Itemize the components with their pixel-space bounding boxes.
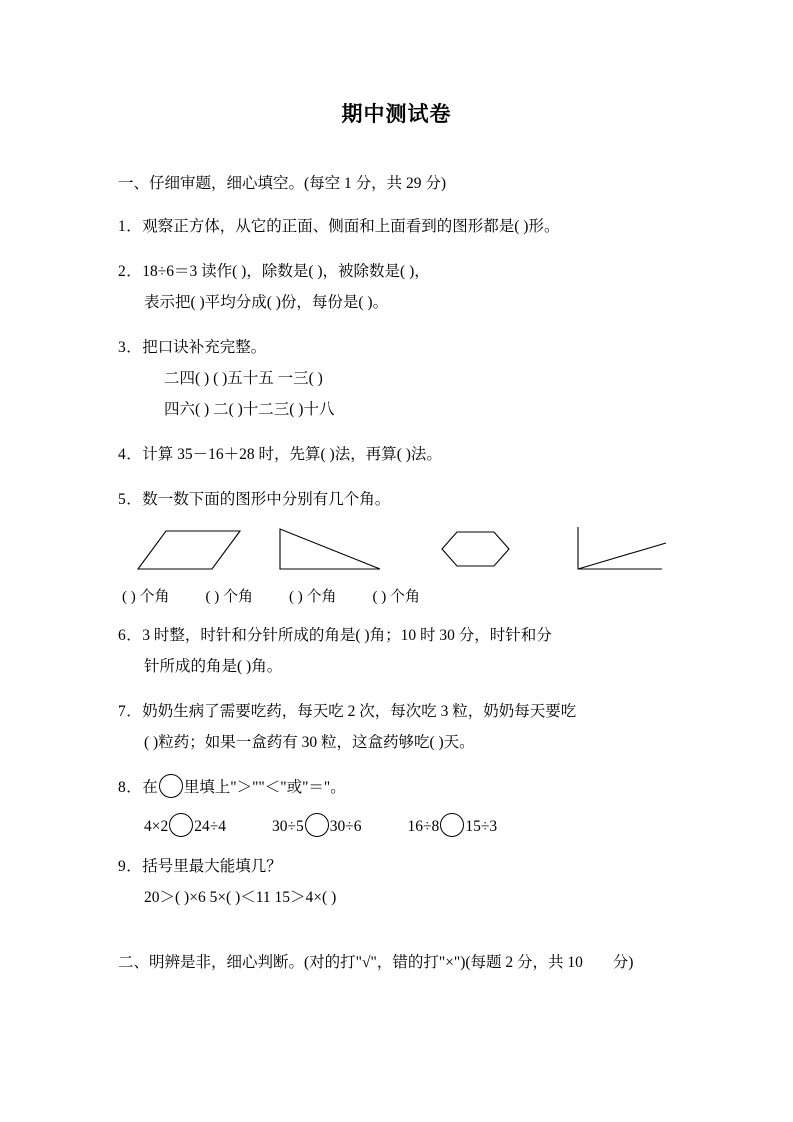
hexagon-icon	[442, 532, 509, 566]
question-3-number: 3．	[118, 338, 143, 356]
question-9-text-line-1: 括号里最大能填几？	[142, 857, 282, 875]
question-8	[118, 772, 675, 803]
question-3-text-line-1: 把口诀补充完整。	[142, 338, 267, 356]
comparison-1-right: 24÷4	[194, 817, 227, 835]
question-4	[118, 439, 675, 470]
comparison-3-right: 15÷3	[465, 817, 498, 835]
question-6-text-line-1: 3 时整，时针和分针所成的角是( )角；10 时 30 分，时针和分	[142, 626, 552, 644]
question-7-text-line-2: ( )粒药；如果一盒药有 30 粒，这盒药够吃( )天。	[144, 733, 475, 751]
circle-blank-icon	[159, 774, 183, 798]
question-8-number: 8．	[118, 778, 143, 796]
figure-caption-1: ( ) 个角	[122, 588, 170, 605]
parallelogram-icon	[138, 531, 240, 569]
angle-ray-icon	[578, 543, 666, 569]
question-8-text-after: 里填上"＞""＜"或"＝"。	[183, 778, 346, 796]
comparison-3-circle-icon	[440, 813, 464, 837]
question-1-number: 1．	[118, 217, 143, 235]
comparison-1-circle-icon	[169, 813, 193, 837]
comparison-2-left: 30÷5	[272, 817, 304, 835]
question-3	[118, 332, 675, 425]
question-5-figures	[132, 521, 675, 583]
comparison-2-circle-icon	[305, 813, 329, 837]
question-3-text-line-3: 四六( ) 二( )十二三( )十八	[164, 400, 335, 418]
question-7	[118, 696, 675, 758]
question-9-text-line-2: 20＞( )×6 5×( )＜11 15＞4×( )	[144, 888, 337, 906]
question-3-text-line-2: 二四( ) ( )五十五 一三( )	[164, 369, 323, 387]
shapes-svg	[132, 521, 692, 581]
figure-caption-2: ( ) 个角	[205, 588, 253, 605]
question-9-number: 9．	[118, 857, 143, 875]
question-6-text-line-2: 针所成的角是( )角。	[144, 657, 283, 675]
question-1	[118, 211, 675, 242]
question-2-text-line-2: 表示把( )平均分成( )份，每份是( )。	[144, 293, 389, 311]
question-7-text-line-1: 奶奶生病了需要吃药，每天吃 2 次，每次吃 3 粒，奶奶每天要吃	[142, 702, 577, 720]
comparison-2-right: 30÷6	[329, 817, 362, 835]
section-2-heading-line-1: 二、明辨是非，细心判断。(对的打"√"，错的打"×")(每题 2 分，共 10	[118, 953, 583, 971]
question-6	[118, 620, 675, 682]
page-title: 期中测试卷	[341, 102, 452, 126]
question-4-text: 计算 35－16＋28 时，先算( )法，再算( )法。	[142, 445, 442, 463]
question-1-text: 观察正方体，从它的正面、侧面和上面看到的图形都是( )形。	[142, 217, 560, 235]
comparison-1-left: 4×2	[144, 817, 169, 835]
question-8-comparisons	[118, 813, 675, 837]
question-2	[118, 256, 675, 318]
figure-caption-4: ( ) 个角	[372, 588, 420, 605]
question-7-number: 7．	[118, 702, 143, 720]
section-2-heading	[118, 947, 675, 978]
right-triangle-icon	[280, 529, 380, 569]
section-2-heading-line-2: 分)	[612, 953, 634, 971]
question-8-text-before: 在	[142, 778, 158, 796]
question-5-number: 5．	[118, 490, 143, 508]
question-2-number: 2．	[118, 262, 143, 280]
question-2-text-line-1: 18÷6＝3 读作( )，除数是( )，被除数是( )，	[142, 262, 430, 280]
question-6-number: 6．	[118, 626, 143, 644]
figure-caption-3: ( ) 个角	[289, 588, 337, 605]
comparison-3-left: 16÷8	[407, 817, 440, 835]
section-1-heading: 一、仔细审题，细心填空。(每空 1 分，共 29 分)	[118, 175, 447, 192]
question-4-number: 4．	[118, 445, 143, 463]
question-5-figure-captions	[122, 585, 675, 606]
question-5	[118, 484, 675, 515]
question-5-text: 数一数下面的图形中分别有几个角。	[142, 490, 391, 508]
question-9	[118, 851, 675, 913]
